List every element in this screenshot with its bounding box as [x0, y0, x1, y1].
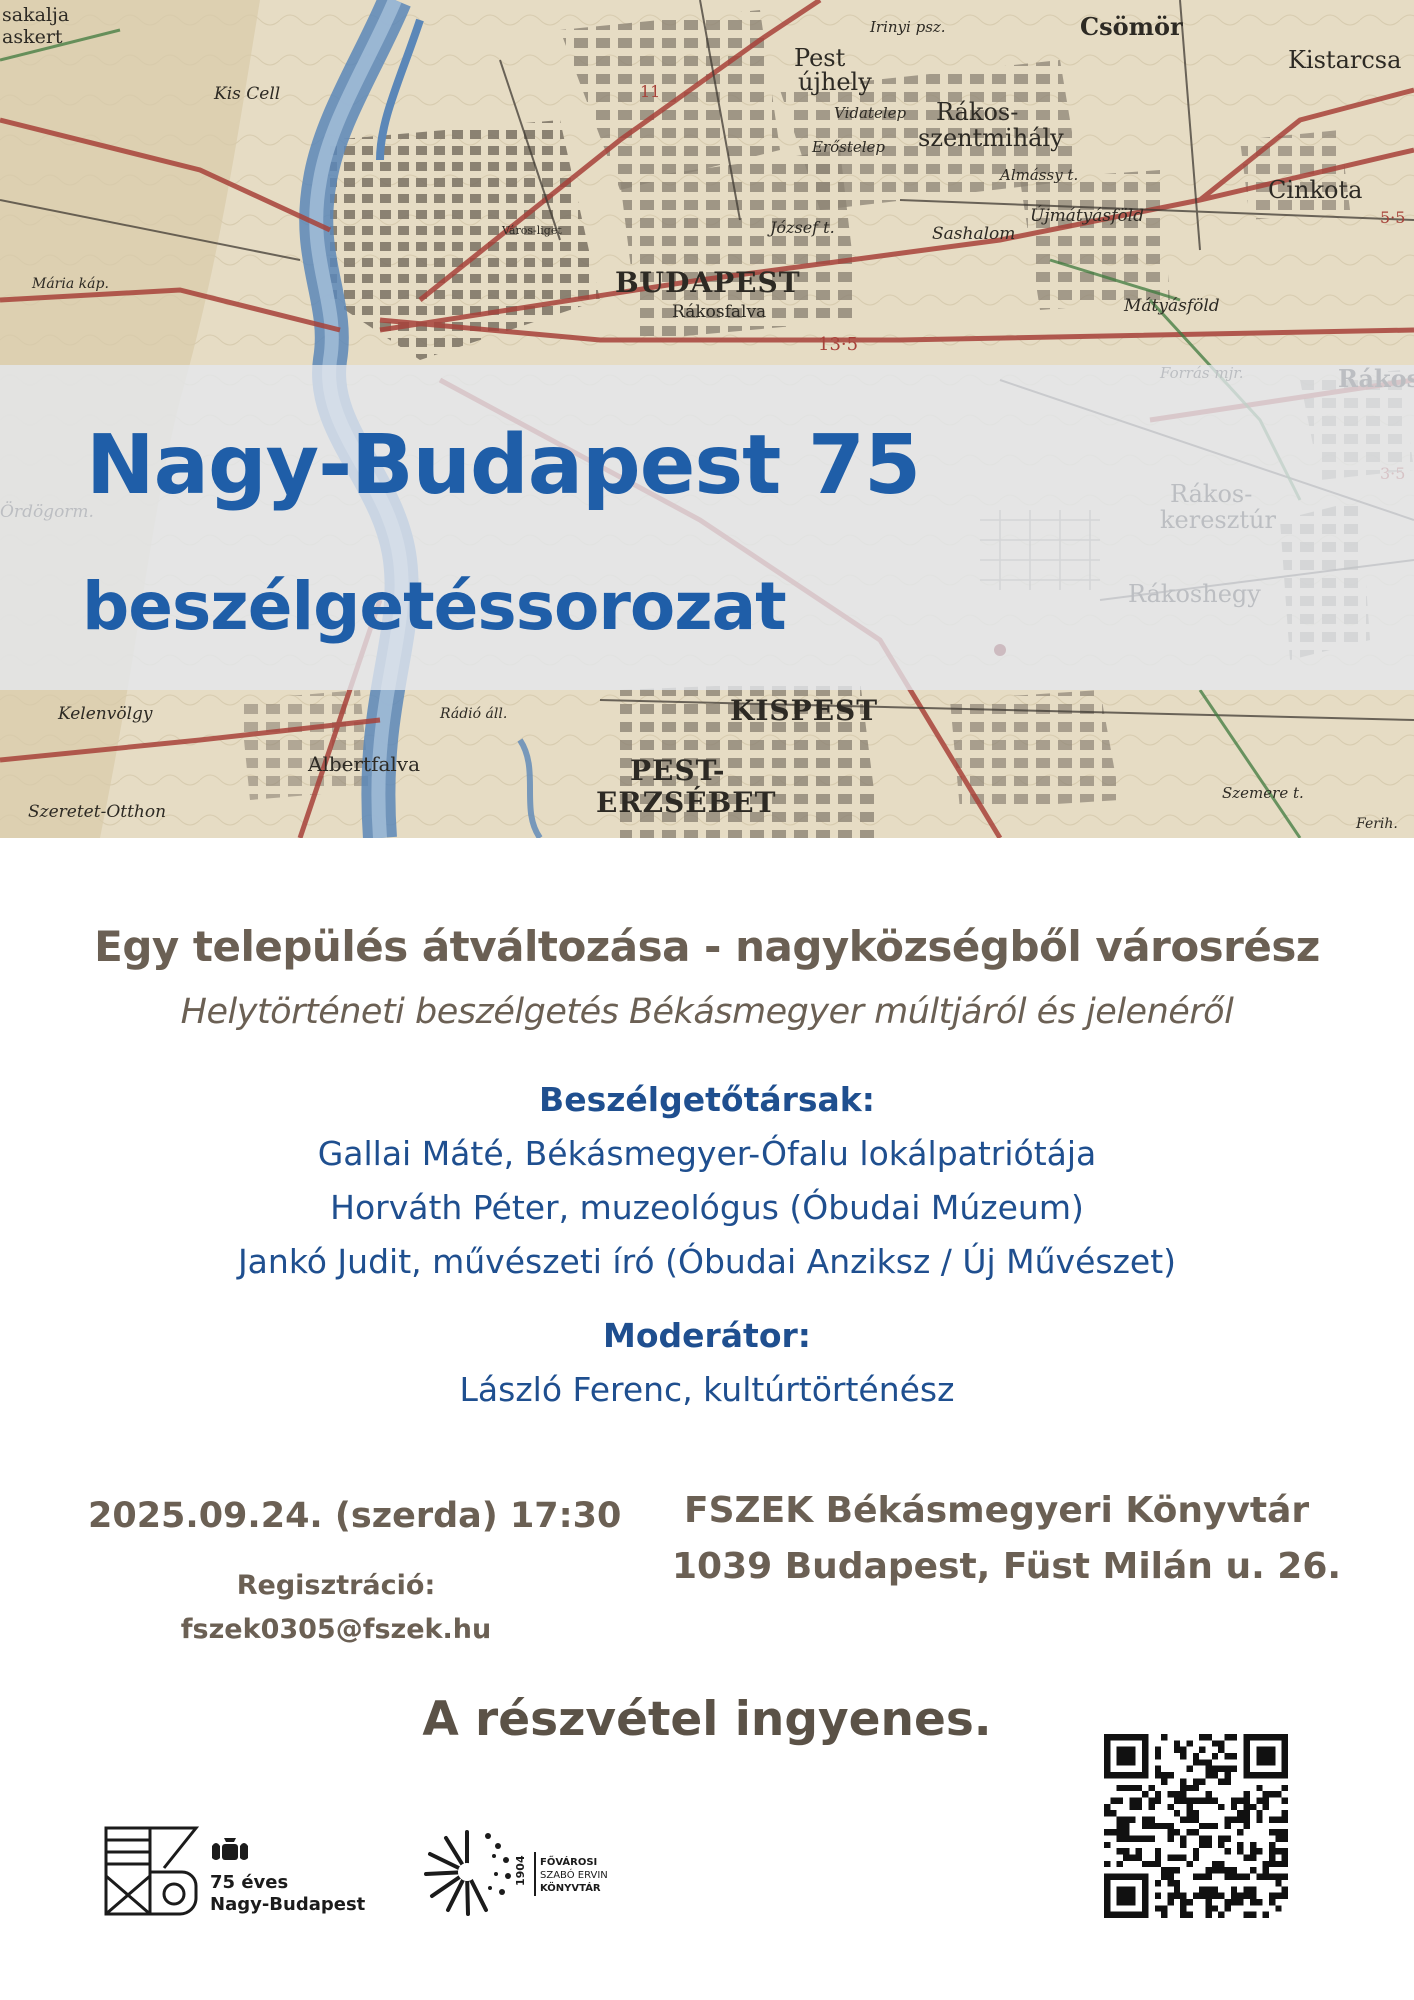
fszek-logo-year: 1904: [514, 1855, 527, 1886]
fszek-line3: KÖNYVTÁR: [540, 1883, 601, 1894]
event-subtitle: Helytörténeti beszélgetés Békásmegyer múltjáról és jelenéről: [180, 992, 1234, 1032]
map-label-pest: PEST-: [630, 754, 726, 787]
venue-address: 1039 Budapest, Füst Milán u. 26.: [672, 1546, 1342, 1587]
map-label-erzsebet: ERZSÉBET: [596, 786, 777, 819]
map-label-pestujhely-1: Pest: [794, 44, 846, 72]
map-label-almassy: Almássy t.: [1000, 166, 1079, 184]
speaker-item: Horváth Péter, muzeológus (Óbudai Múzeum): [330, 1188, 1084, 1227]
map-label-num-55: 5·5: [1380, 208, 1406, 227]
moderator-name: László Ferenc, kultúrtörténész: [459, 1370, 955, 1409]
moderator-heading: Moderátor:: [603, 1316, 811, 1355]
map-label-askert: askert: [2, 26, 63, 48]
map-label-num-135: 13·5: [818, 334, 859, 355]
map-label-budapest: BUDAPEST: [615, 266, 801, 299]
event-title: Egy település átváltozása - nagyközségből városrész: [94, 922, 1320, 971]
map-label-rakosszentmihaly-2: szentmihály: [918, 124, 1064, 152]
map-label-sashalom: Sashalom: [932, 224, 1016, 244]
speaker-item: Jankó Judit, művészeti író (Óbudai Anziksz / Új Művészet): [237, 1242, 1177, 1281]
map-label-num-11: 11: [640, 82, 661, 101]
map-label-kistarcsa: Kistarcsa: [1288, 46, 1402, 74]
map-label-erostelep: Erőstelep: [812, 138, 886, 156]
fszek-starburst-logo: [422, 1826, 512, 1918]
registration-email[interactable]: fszek0305@fszek.hu: [180, 1614, 492, 1645]
series-subtitle: beszélgetéssorozat: [82, 568, 786, 645]
map-label-kis-cell: Kis Cell: [214, 84, 281, 104]
map-label-kelenvolgy: Kelenvölgy: [58, 704, 153, 724]
fszek-line2: SZABÓ ERVIN: [540, 1870, 608, 1881]
map-label-maria-kap: Mária káp.: [32, 276, 109, 292]
series-title: Nagy-Budapest 75: [86, 418, 921, 513]
map-label-varosliget: Város-liget: [502, 224, 562, 237]
map-label-kispest: KISPEST: [730, 694, 879, 727]
map-label-vidatelep: Vidatelep: [834, 104, 907, 122]
map-label-irinyi: Irinyi psz.: [870, 18, 946, 36]
map-label-szemere: Szemere t.: [1222, 784, 1304, 802]
nagy-budapest-75-logo: [104, 1826, 200, 1916]
nagy-budapest-75-logo-text: [210, 1872, 365, 1916]
map-label-jozsef-t: József t.: [770, 218, 835, 237]
fszek-logo-divider: [534, 1852, 536, 1896]
map-label-rakosfalva: Rákosfalva: [672, 302, 767, 322]
map-label-feri: Ferih.: [1356, 816, 1398, 832]
logo-75-line1: 75 éves: [210, 1872, 289, 1893]
logo-75-line2: Nagy-Budapest: [210, 1894, 366, 1915]
map-label-cinkota: Cinkota: [1268, 176, 1363, 204]
speaker-item: Gallai Máté, Békásmegyer-Ófalu lokálpatriótája: [317, 1134, 1097, 1173]
map-label-albertfalva: Albertfalva: [308, 752, 421, 776]
map-label-pestujhely-2: újhely: [798, 68, 872, 96]
map-label-csomor: Csömör: [1080, 12, 1183, 41]
registration-label: Regisztráció:: [236, 1570, 436, 1601]
event-datetime: 2025.09.24. (szerda) 17:30: [88, 1496, 622, 1536]
map-label-sakalja: sakalja: [2, 4, 70, 26]
registration-qr-code[interactable]: [1104, 1734, 1288, 1918]
map-label-radio: Rádió áll.: [440, 706, 508, 722]
fszek-logo-text: [540, 1856, 608, 1895]
map-label-matyasfold: Mátyásföld: [1124, 296, 1220, 316]
fszek-line1: FŐVÁROSI: [540, 1857, 598, 1868]
map-hero: [0, 0, 1414, 838]
budapest-crest-icon: [208, 1834, 252, 1866]
map-label-rakosszentmihaly-1: Rákos-: [936, 98, 1019, 126]
venue-name: FSZEK Békásmegyeri Könyvtár: [684, 1490, 1310, 1531]
free-admission-note: A részvétel ingyenes.: [422, 1692, 992, 1747]
speakers-heading: Beszélgetőtársak:: [539, 1080, 875, 1119]
map-label-szeretet-otthon: Szeretet-Otthon: [28, 802, 167, 822]
map-label-ujmatyasfold: Újmátyásföld: [1030, 206, 1144, 226]
